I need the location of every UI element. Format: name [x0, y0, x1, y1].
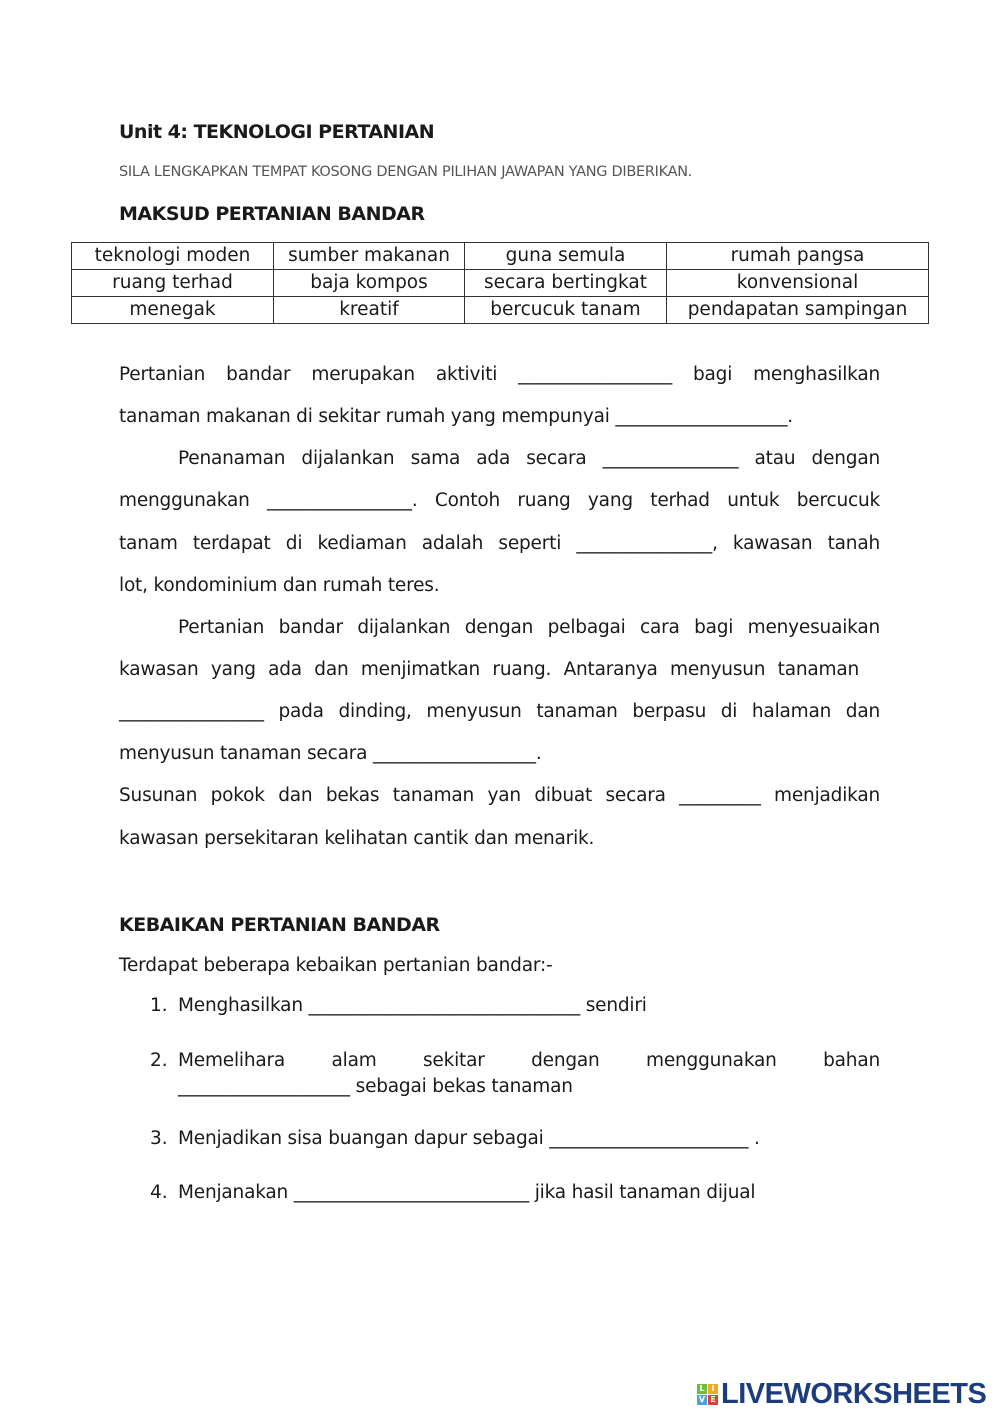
paragraph-line: Pertanian bandar dijalankan dengan pelbagai cara bagi menyesuaikan — [178, 617, 880, 638]
list-item[interactable]: Menjanakan __________________________ jika hasil tanaman dijual — [178, 1182, 756, 1203]
list-item-continued[interactable]: ___________________ sebagai bekas tanaman — [178, 1076, 573, 1097]
list-number: 2. — [150, 1050, 168, 1071]
table-row — [72, 243, 929, 270]
list-number: 3. — [150, 1128, 168, 1149]
paragraph-line[interactable]: Penanaman dijalankan sama ada secara _______________ atau dengan — [178, 448, 880, 469]
word-cell: sumber makanan — [274, 243, 465, 270]
page-title: Unit 4: TEKNOLOGI PERTANIAN — [119, 121, 435, 143]
list-item[interactable]: Menghasilkan ______________________________ sendiri — [178, 995, 647, 1016]
word-cell: rumah pangsa — [667, 243, 929, 270]
list-item[interactable]: Menjadikan sisa buangan dapur sebagai ______________________ . — [178, 1128, 760, 1149]
word-cell: baja kompos — [274, 270, 465, 297]
paragraph-line[interactable]: menggunakan ________________. Contoh ruang yang terhad untuk bercucuk — [119, 490, 880, 511]
list-intro: Terdapat beberapa kebaikan pertanian bandar:- — [119, 955, 553, 976]
liveworksheets-logo — [697, 1378, 986, 1411]
word-bank-table — [71, 242, 929, 324]
paragraph-line: kawasan yang ada dan menjimatkan ruang. Antaranya menyusun tanaman — [119, 659, 859, 680]
list-item: Memelihara alam sekitar dengan menggunakan bahan — [178, 1050, 880, 1071]
paragraph-line[interactable]: menyusun tanaman secara __________________. — [119, 743, 542, 764]
word-cell: bercucuk tanam — [465, 297, 667, 324]
word-cell: ruang terhad — [72, 270, 274, 297]
paragraph-line[interactable]: tanaman makanan di sekitar rumah yang mempunyai ___________________. — [119, 406, 793, 427]
word-cell: konvensional — [667, 270, 929, 297]
word-cell: teknologi moden — [72, 243, 274, 270]
table-row — [72, 270, 929, 297]
section-heading-kebaikan: KEBAIKAN PERTANIAN BANDAR — [119, 914, 440, 936]
table-row — [72, 297, 929, 324]
word-cell: guna semula — [465, 243, 667, 270]
instruction: SILA LENGKAPKAN TEMPAT KOSONG DENGAN PILIHAN JAWAPAN YANG DIBERIKAN. — [119, 164, 693, 180]
logo-text: LIVEWORKSHEETS — [721, 1378, 987, 1410]
word-cell: kreatif — [274, 297, 465, 324]
paragraph-line[interactable]: Susunan pokok dan bekas tanaman yan dibuat secara _________ menjadikan — [119, 785, 880, 806]
word-cell: menegak — [72, 297, 274, 324]
paragraph-line[interactable]: Pertanian bandar merupakan aktiviti _________________ bagi menghasilkan — [119, 364, 880, 385]
logo-tiles-icon: L I V E — [697, 1384, 718, 1405]
paragraph-line[interactable]: tanam terdapat di kediaman adalah seperti _______________, kawasan tanah — [119, 533, 880, 554]
list-number: 1. — [150, 995, 168, 1016]
paragraph-line: lot, kondominium dan rumah teres. — [119, 575, 440, 596]
word-cell: secara bertingkat — [465, 270, 667, 297]
list-number: 4. — [150, 1182, 168, 1203]
section-heading-maksud: MAKSUD PERTANIAN BANDAR — [119, 203, 425, 225]
word-cell: pendapatan sampingan — [667, 297, 929, 324]
paragraph-line[interactable]: ________________ pada dinding, menyusun tanaman berpasu di halaman dan — [119, 701, 880, 722]
paragraph-line: kawasan persekitaran kelihatan cantik dan menarik. — [119, 828, 595, 849]
